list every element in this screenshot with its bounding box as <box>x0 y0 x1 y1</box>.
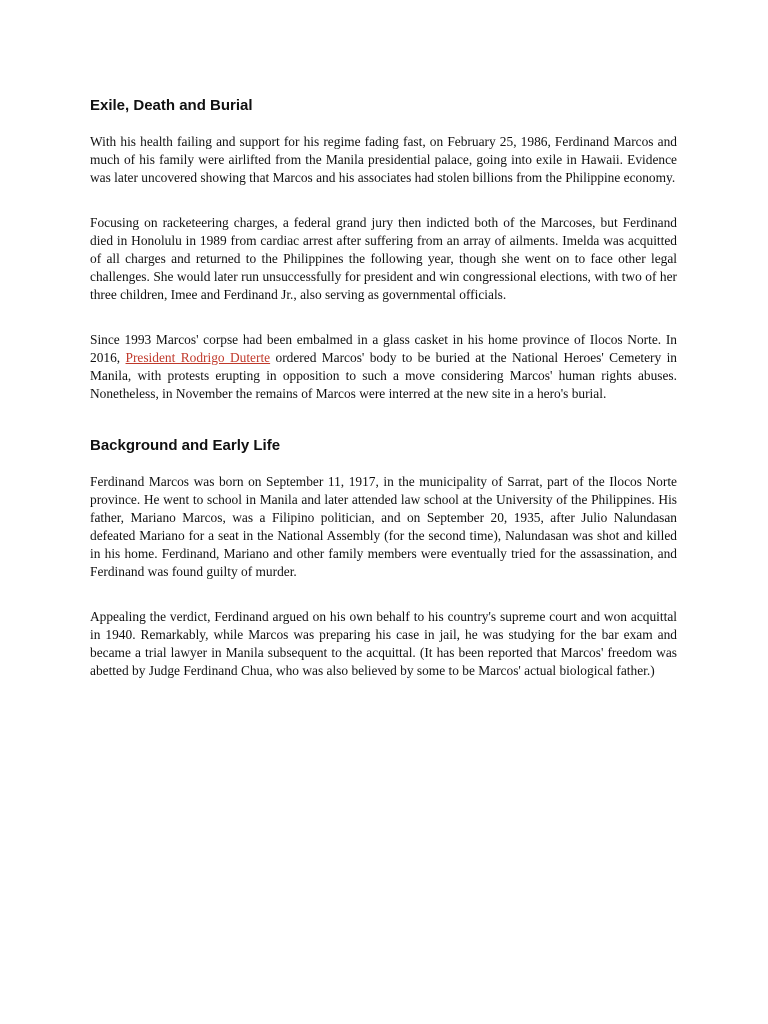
paragraph-with-link <box>90 331 677 403</box>
section-heading: Exile, Death and Burial <box>90 97 253 114</box>
paragraph: Focusing on racketeering charges, a federal grand jury then indicted both of the Marcoses, but Ferdinand died in Honolulu in 1989 from cardiac arrest after suffering from an array of ailments. Imelda was acquitted of all charges and returned to the Philippines the following year, though she went on to face other legal challenges. She would later run unsuccessfully for president and win congressional elections, with two of her three children, Imee and Ferdinand Jr., also serving as governmental officials. <box>90 215 677 302</box>
section-exile-death-burial <box>90 96 677 403</box>
paragraph: Ferdinand Marcos was born on September 11, 1917, in the municipality of Sarrat, part of the Ilocos Norte province. He went to school in Manila and later attended law school at the University of the Philippines. His father, Mariano Marcos, was a Filipino politician, and on September 20, 1935, after Julio Nalundasan defeated Mariano for a seat in the National Assembly (for the second time), Nalundasan was shot and killed in his home. Ferdinand, Mariano and other family members were eventually tried for the assassination, and Ferdinand was found guilty of murder. <box>90 474 677 579</box>
document-body <box>90 96 677 680</box>
paragraph: With his health failing and support for his regime fading fast, on February 25, 1986, Ferdinand Marcos and much of his family were airlifted from the Manila presidential palace, going into exile in Hawaii. Evidence was later uncovered showing that Marcos and his associates had stolen billions from the Philippine economy. <box>90 134 677 185</box>
section-heading: Background and Early Life <box>90 437 281 454</box>
duterte-link[interactable]: President Rodrigo Duterte <box>125 350 271 365</box>
section-background-early-life <box>90 436 677 680</box>
paragraph-text-after-link: ordered Marcos' body to be buried at the National Heroes' Cemetery in Manila, with protests erupting in opposition to such a move considering Marcos' human rights abuses. Nonetheless, in November the remains of Marcos were interred at the new site in a hero's burial. <box>90 350 677 401</box>
paragraph-text-before-link: Since 1993 Marcos' corpse had been embalmed in a glass casket in his home province of Ilocos Norte. In 2016, <box>90 332 677 365</box>
paragraph: Appealing the verdict, Ferdinand argued on his own behalf to his country's supreme court and won acquittal in 1940. Remarkably, while Marcos was preparing his case in jail, he was studying for the bar exam and became a trial lawyer in Manila subsequent to the acquittal. (It has been reported that Marcos' freedom was abetted by Judge Ferdinand Chua, who was also believed by some to be Marcos' actual biological father.) <box>90 609 677 678</box>
